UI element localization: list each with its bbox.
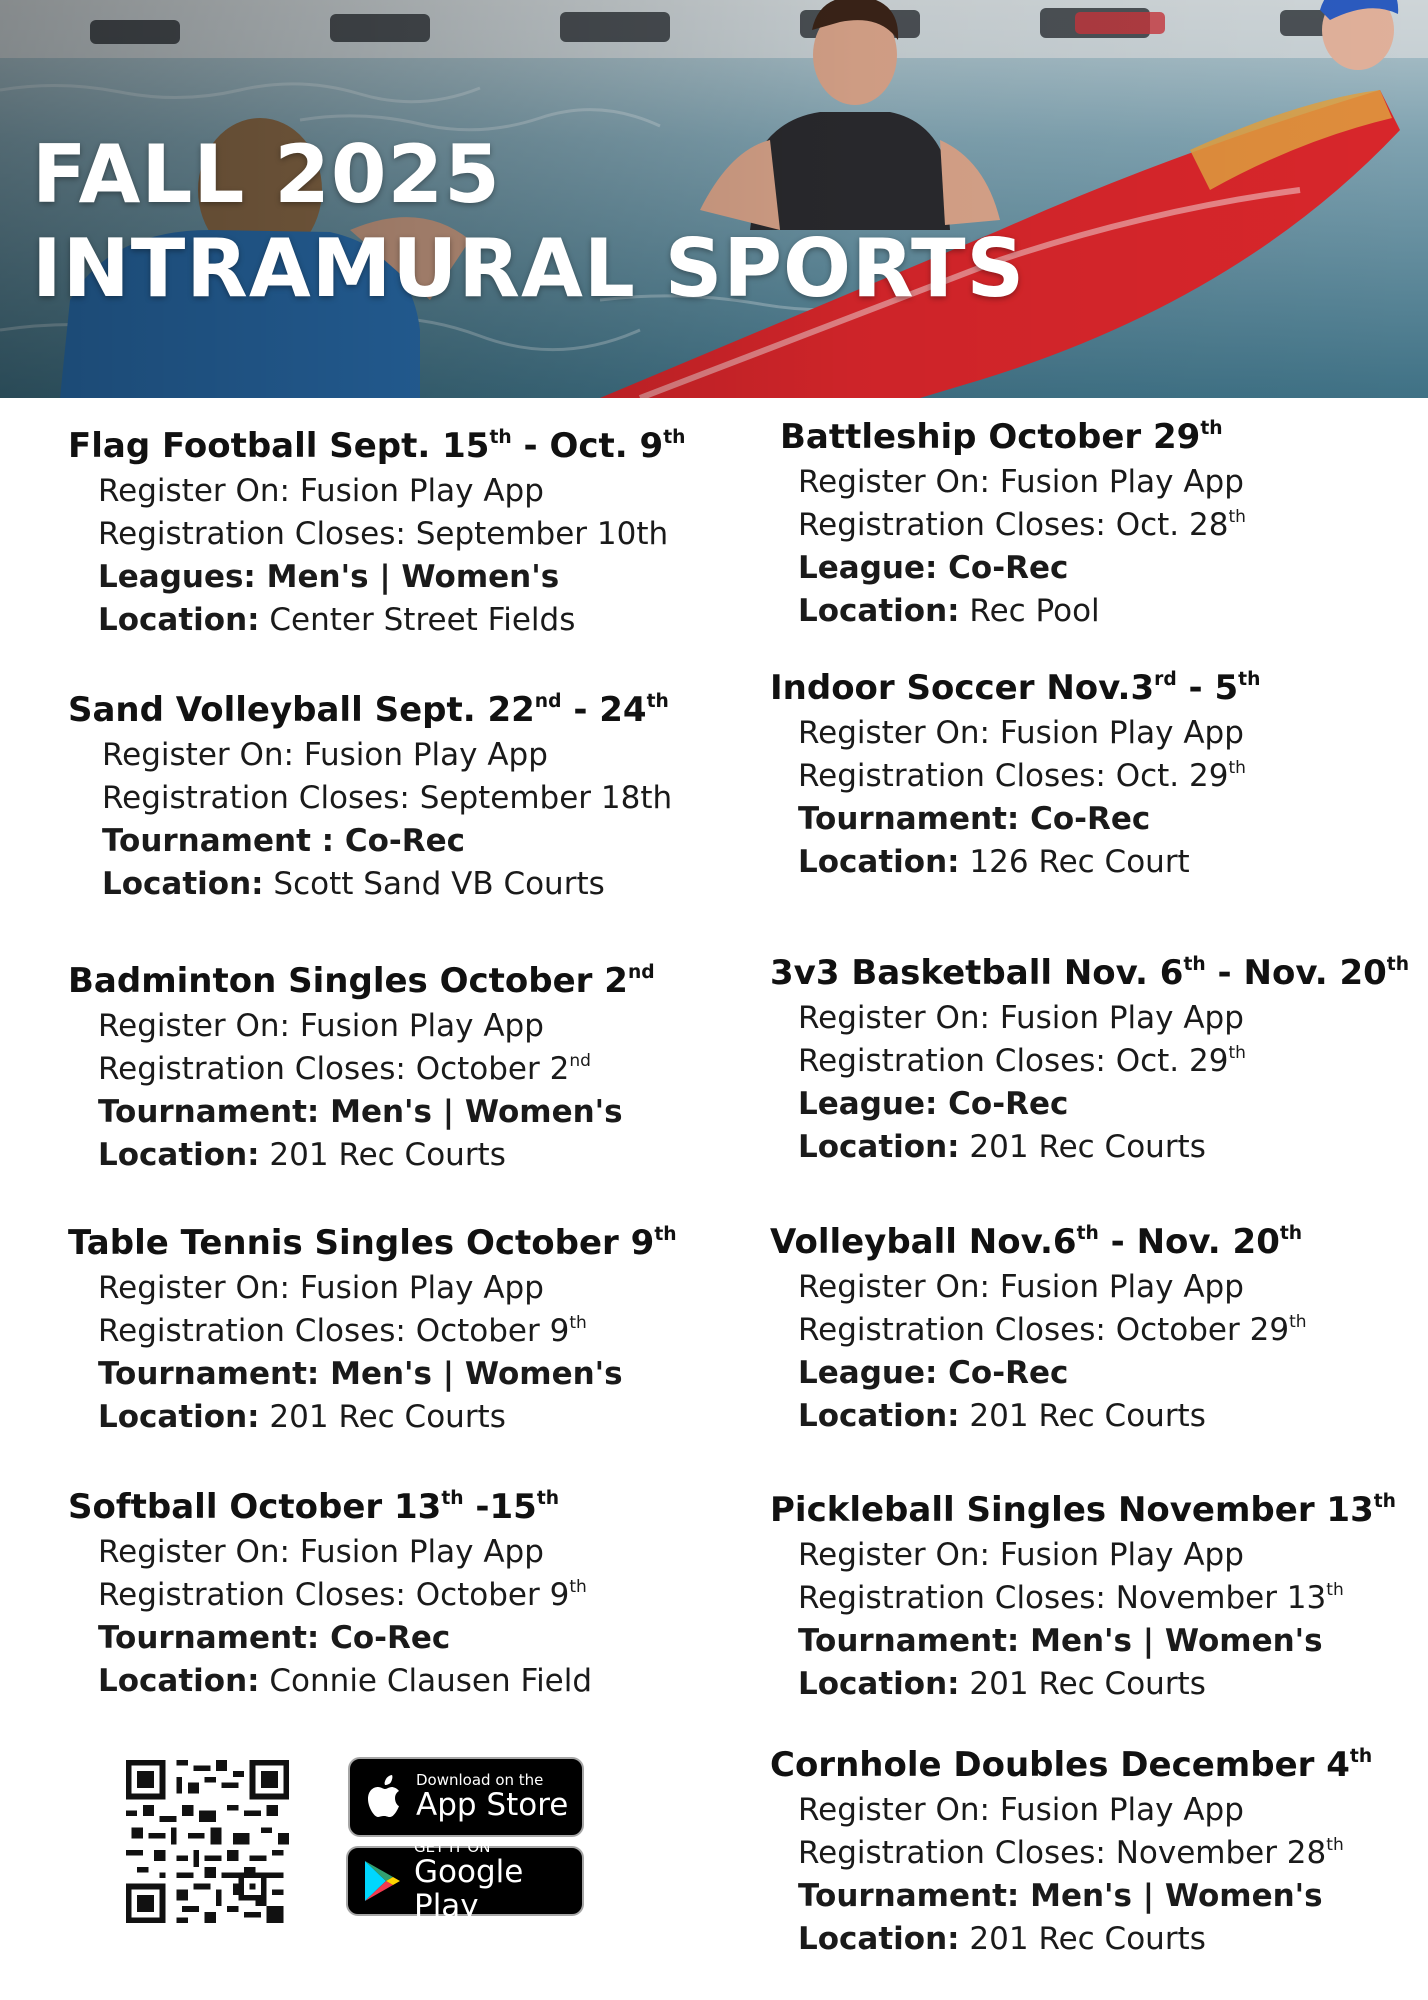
location-value: 201 Rec Courts	[259, 1137, 506, 1173]
location-line	[98, 1396, 768, 1439]
ordinal-suffix: th	[1228, 757, 1246, 778]
google-play-big-text: Google Play	[414, 1854, 524, 1924]
location-label: Location:	[798, 844, 960, 880]
event-details	[770, 1266, 1428, 1438]
title-line-1: FALL 2025	[32, 128, 501, 221]
page-title	[32, 128, 1025, 316]
text-part: Cornhole Doubles December 4	[770, 1745, 1350, 1785]
event-type-label: Tournament:	[98, 1620, 320, 1656]
event-type-value: Co-Rec	[937, 550, 1069, 586]
text-part: - Nov. 20	[1205, 953, 1387, 993]
event-details	[68, 470, 768, 642]
event-title	[770, 1743, 1428, 1787]
text-part: - Nov. 20	[1098, 1222, 1280, 1262]
location-label: Location:	[798, 593, 960, 629]
text-part: Volleyball Nov.6	[770, 1222, 1077, 1262]
location-label: Location:	[102, 866, 264, 902]
location-line	[798, 841, 1428, 884]
text-part: - 5	[1176, 668, 1239, 708]
text-part: -15	[463, 1487, 537, 1527]
event-title	[770, 951, 1428, 995]
registration-closes-line	[798, 755, 1428, 798]
location-value: 201 Rec Courts	[959, 1129, 1206, 1165]
text-part: - 24	[561, 690, 647, 730]
event-type-label: Tournament :	[102, 823, 335, 859]
register-line: Register On: Fusion Play App	[98, 1008, 544, 1044]
text-part: Registration Closes: September 10th	[98, 516, 669, 552]
event-card	[68, 688, 768, 906]
event-type-value: Men's | Women's	[1019, 1623, 1323, 1659]
ordinal-suffix: nd	[627, 961, 655, 983]
event-type-label: Tournament:	[98, 1094, 320, 1130]
event-card	[68, 424, 768, 642]
registration-closes-line	[798, 1832, 1428, 1875]
text-part: Table Tennis Singles October 9	[68, 1223, 655, 1263]
location-value: 201 Rec Courts	[959, 1921, 1206, 1957]
event-card	[780, 415, 1428, 633]
event-type-line	[98, 556, 768, 599]
event-details	[68, 734, 768, 906]
event-title	[68, 688, 768, 732]
location-line	[102, 863, 768, 906]
register-line: Register On: Fusion Play App	[98, 1534, 544, 1570]
register-line: Register On: Fusion Play App	[102, 737, 548, 773]
event-type-line	[798, 1620, 1428, 1663]
registration-closes-line	[98, 513, 768, 556]
event-type-line	[798, 547, 1428, 590]
ordinal-suffix: th	[1076, 1222, 1099, 1244]
event-type-line	[98, 1617, 768, 1660]
event-title	[770, 666, 1428, 710]
google-play-small-text: GET IT ON	[414, 1838, 491, 1856]
event-type-value: Men's | Women's	[319, 1094, 623, 1130]
text-part: Pickleball Singles November 13	[770, 1490, 1374, 1530]
registration-closes-line	[102, 777, 768, 820]
register-line: Register On: Fusion Play App	[798, 1537, 1244, 1573]
event-details	[68, 1531, 768, 1703]
event-type-line	[798, 1083, 1428, 1126]
event-type-label: League:	[798, 1086, 938, 1122]
register-line: Register On: Fusion Play App	[798, 1000, 1244, 1036]
registration-closes-line	[798, 1040, 1428, 1083]
registration-closes-line	[798, 1309, 1428, 1352]
text-part: Registration Closes: Oct. 29	[798, 1043, 1229, 1079]
location-value: 201 Rec Courts	[259, 1399, 506, 1435]
register-line: Register On: Fusion Play App	[798, 1269, 1244, 1305]
location-label: Location:	[98, 1399, 260, 1435]
event-card	[68, 959, 768, 1177]
event-card	[770, 1488, 1428, 1706]
event-type-value: Co-Rec	[334, 823, 466, 859]
location-value: 201 Rec Courts	[959, 1398, 1206, 1434]
event-title	[68, 1221, 768, 1265]
register-line: Register On: Fusion Play App	[798, 464, 1244, 500]
event-type-value: Co-Rec	[319, 1620, 451, 1656]
registration-closes-line	[798, 1577, 1428, 1620]
location-value: Center Street Fields	[259, 602, 576, 638]
event-title	[770, 1220, 1428, 1264]
text-part: Flag Football Sept. 15	[68, 426, 490, 466]
location-value: Rec Pool	[959, 593, 1100, 629]
register-line: Register On: Fusion Play App	[798, 1792, 1244, 1828]
ordinal-suffix: th	[1279, 1222, 1303, 1244]
event-type-label: Tournament:	[798, 1878, 1020, 1914]
event-type-line	[798, 798, 1428, 841]
hero-banner	[0, 0, 1428, 398]
location-label: Location:	[98, 602, 260, 638]
text-part: Softball October 13	[68, 1487, 442, 1527]
registration-closes-line	[98, 1310, 768, 1353]
event-card	[68, 1485, 768, 1703]
register-line: Register On: Fusion Play App	[98, 1270, 544, 1306]
ordinal-suffix: th	[1326, 1579, 1344, 1600]
text-part: Registration Closes: October 2	[98, 1051, 570, 1087]
ordinal-suffix: th	[1238, 668, 1261, 690]
event-type-value: Men's | Women's	[255, 559, 560, 595]
location-value: Scott Sand VB Courts	[263, 866, 605, 902]
ordinal-suffix: th	[654, 1223, 677, 1245]
qr-code[interactable]	[126, 1760, 289, 1923]
text-part: Registration Closes: October 29	[798, 1312, 1290, 1348]
event-details	[770, 712, 1428, 884]
event-card	[770, 666, 1428, 884]
event-details	[770, 1789, 1428, 1961]
location-value: Connie Clausen Field	[259, 1663, 593, 1699]
ordinal-suffix: th	[1373, 1490, 1396, 1512]
ordinal-suffix: nd	[569, 1050, 591, 1071]
ordinal-suffix: th	[1228, 506, 1246, 527]
text-part: Registration Closes: Oct. 28	[798, 507, 1229, 543]
text-part: Registration Closes: October 9	[98, 1577, 570, 1613]
text-part: Battleship October 29	[780, 417, 1201, 457]
location-label: Location:	[798, 1398, 960, 1434]
event-type-value: Men's | Women's	[319, 1356, 623, 1392]
location-label: Location:	[98, 1137, 260, 1173]
location-line	[798, 1395, 1428, 1438]
event-details	[68, 1267, 768, 1439]
event-title	[68, 424, 768, 468]
event-card	[770, 951, 1428, 1169]
registration-closes-line	[98, 1574, 768, 1617]
event-details	[770, 997, 1428, 1169]
ordinal-suffix: th	[646, 690, 669, 712]
event-type-value: Co-Rec	[937, 1355, 1069, 1391]
event-type-line	[98, 1091, 768, 1134]
ordinal-suffix: rd	[1154, 668, 1177, 690]
ordinal-suffix: th	[1183, 953, 1206, 975]
event-type-line	[98, 1353, 768, 1396]
event-type-label: Tournament:	[798, 1623, 1020, 1659]
register-line: Register On: Fusion Play App	[798, 715, 1244, 751]
ordinal-suffix: th	[441, 1487, 464, 1509]
event-type-line	[102, 820, 768, 863]
event-card	[770, 1220, 1428, 1438]
text-part: Badminton Singles October 2	[68, 961, 628, 1001]
text-part: Registration Closes: November 13	[798, 1580, 1327, 1616]
ordinal-suffix: nd	[534, 690, 562, 712]
event-type-label: Tournament:	[798, 801, 1020, 837]
text-part: 3v3 Basketball Nov. 6	[770, 953, 1184, 993]
location-line	[798, 1126, 1428, 1169]
registration-closes-line	[98, 1048, 768, 1091]
location-value: 126 Rec Court	[959, 844, 1190, 880]
location-value: 201 Rec Courts	[959, 1666, 1206, 1702]
event-type-label: Tournament:	[98, 1356, 320, 1392]
google-play-button[interactable]	[346, 1838, 584, 1924]
ordinal-suffix: th	[489, 426, 512, 448]
event-type-value: Co-Rec	[1019, 801, 1151, 837]
event-title	[780, 415, 1428, 459]
event-details	[780, 461, 1428, 633]
google-play-icon	[362, 1859, 402, 1903]
event-card	[770, 1743, 1428, 1961]
location-label: Location:	[798, 1666, 960, 1702]
ordinal-suffix: th	[536, 1487, 560, 1509]
text-part: Registration Closes: September 18th	[102, 780, 673, 816]
location-label: Location:	[798, 1129, 960, 1165]
text-part: Registration Closes: Oct. 29	[798, 758, 1229, 794]
registration-closes-line	[798, 504, 1428, 547]
location-line	[798, 1918, 1428, 1961]
ordinal-suffix: th	[1200, 417, 1223, 439]
event-type-label: League:	[798, 550, 938, 586]
text-part: - Oct. 9	[511, 426, 664, 466]
location-line	[98, 1134, 768, 1177]
text-part: Indoor Soccer Nov.3	[770, 668, 1155, 708]
event-title	[770, 1488, 1428, 1532]
apple-icon	[364, 1774, 404, 1820]
location-line	[798, 590, 1428, 633]
text-part: Registration Closes: October 9	[98, 1313, 570, 1349]
ordinal-suffix: th	[1326, 1834, 1344, 1855]
app-store-button[interactable]	[348, 1757, 584, 1837]
event-details	[68, 1005, 768, 1177]
event-title	[68, 1485, 768, 1529]
ordinal-suffix: th	[569, 1312, 587, 1333]
ordinal-suffix: th	[1228, 1042, 1246, 1063]
location-line	[98, 599, 768, 642]
text-part: Registration Closes: November 28	[798, 1835, 1327, 1871]
location-label: Location:	[798, 1921, 960, 1957]
ordinal-suffix: th	[663, 426, 686, 448]
ordinal-suffix: th	[569, 1576, 587, 1597]
text-part: Sand Volleyball Sept. 22	[68, 690, 535, 730]
event-card	[68, 1221, 768, 1439]
event-type-value: Men's | Women's	[1019, 1878, 1323, 1914]
location-line	[798, 1663, 1428, 1706]
event-type-label: League:	[798, 1355, 938, 1391]
event-title	[68, 959, 768, 1003]
event-type-line	[798, 1875, 1428, 1918]
title-line-2: INTRAMURAL SPORTS	[32, 222, 1026, 315]
app-store-big-text: App Store	[416, 1787, 569, 1823]
event-type-label: Leagues:	[98, 559, 256, 595]
event-type-line	[798, 1352, 1428, 1395]
app-store-small-text: Download on the	[416, 1771, 544, 1789]
event-details	[770, 1534, 1428, 1706]
ordinal-suffix: th	[1349, 1745, 1373, 1767]
register-line: Register On: Fusion Play App	[98, 473, 544, 509]
ordinal-suffix: th	[1289, 1311, 1307, 1332]
event-type-value: Co-Rec	[937, 1086, 1069, 1122]
ordinal-suffix: th	[1386, 953, 1410, 975]
location-label: Location:	[98, 1663, 260, 1699]
location-line	[98, 1660, 768, 1703]
